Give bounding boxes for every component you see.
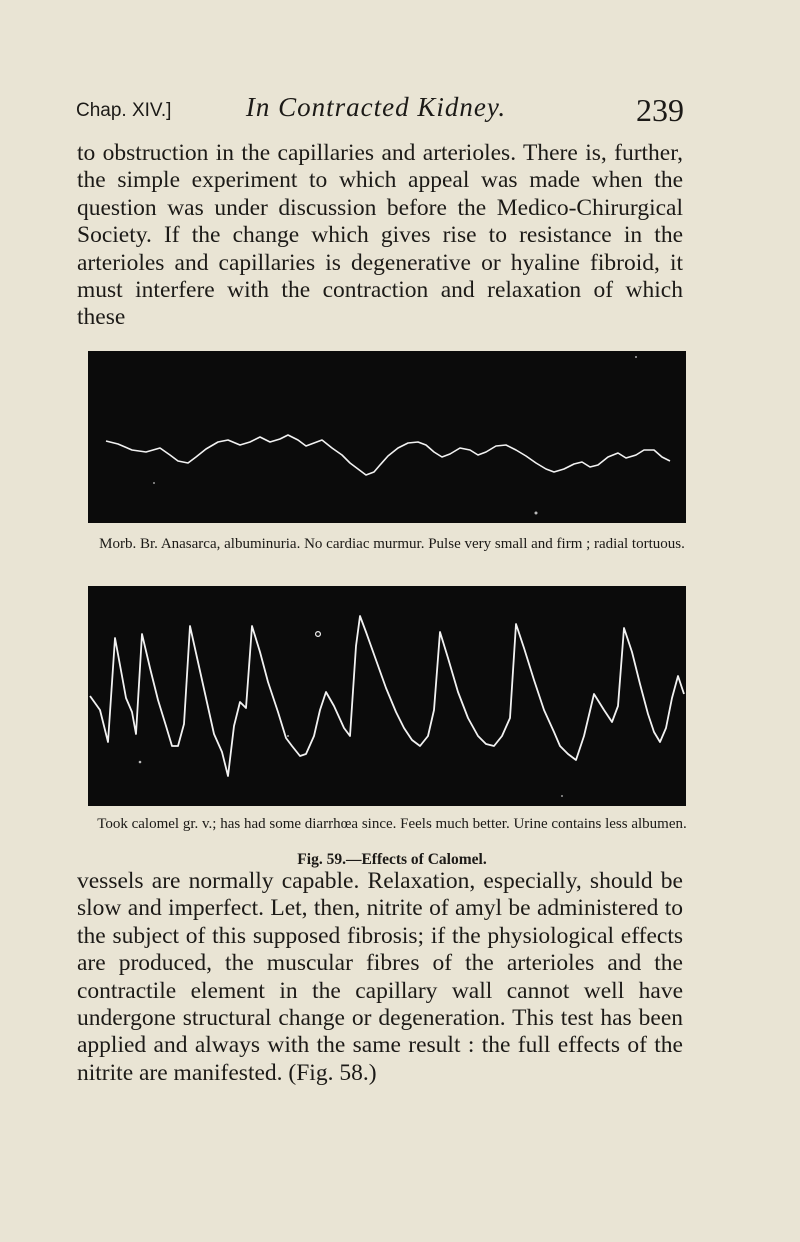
- running-title: In Contracted Kidney.: [245, 92, 507, 122]
- page-number: 239: [636, 92, 684, 128]
- pulse-tracing-after-svg: [88, 586, 686, 806]
- paragraph-top: to obstruction in the capillaries and arterioles. There is, further, the simple experiment to which appeal was made when the question was under discussion before the Medico-Chirurgical Society. If the change which gives rise to resistance in the arterioles and capillaries is degenerative or hyaline fibroid, it must interfere with the contraction and relaxation of which these: [77, 140, 683, 331]
- tracing-speck: [287, 735, 289, 737]
- pulse-tracing-after: [88, 586, 686, 806]
- tracing-mark: [316, 632, 321, 637]
- tracing-speck: [535, 512, 538, 515]
- chapter-label: Chap. XIV.]: [76, 100, 172, 121]
- tracing-speck: [561, 795, 563, 797]
- pulse-tracing-before: [88, 351, 686, 523]
- running-head: [76, 92, 684, 128]
- tracing-speck: [635, 356, 637, 358]
- caption-after: Took calomel gr. v.; has had some diarrhœa since. Feels much better. Urine contains less albumen.: [97, 816, 687, 832]
- pulse-curve-after: [90, 616, 684, 776]
- pulse-tracing-before-svg: [88, 351, 686, 523]
- paragraph-bottom: vessels are normally capable. Relaxation, especially, should be slow and imperfect. Let, then, nitrite of amyl be administered to the subject of this supposed fibrosis; if the physiological effects are produced, the muscular fibres of the arterioles and the contractile element in the capillary wall cannot well have undergone structural change or degeneration. This test has been applied and always with the same result : the full effects of the nitrite are manifested. (Fig. 58.): [77, 868, 683, 1086]
- caption-before: Morb. Br. Anasarca, albuminuria. No cardiac murmur. Pulse very small and firm ; radial tortuous.: [99, 536, 685, 552]
- pulse-curve-before: [106, 435, 670, 475]
- tracing-speck: [153, 482, 155, 484]
- figure-label: Fig. 59.—Effects of Calomel.: [297, 851, 487, 868]
- tracing-speck: [139, 761, 142, 764]
